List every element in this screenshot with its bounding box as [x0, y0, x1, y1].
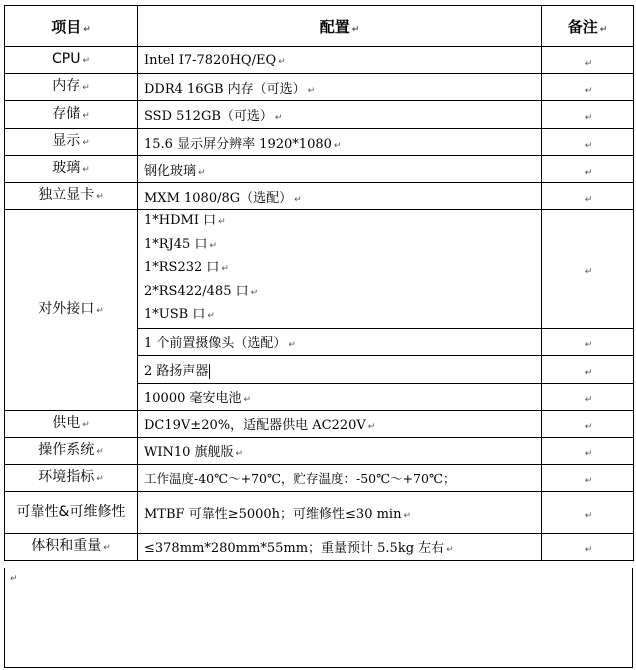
- config-cell: [138, 410, 542, 437]
- paragraph-mark: ↵: [82, 110, 90, 121]
- paragraph-mark: ↵: [209, 240, 217, 251]
- config-value: 10000 毫安电池: [144, 391, 242, 406]
- note-cell: [542, 437, 634, 464]
- note-cell: [542, 74, 634, 101]
- item-label: 内存: [52, 78, 81, 94]
- item-cell: [5, 533, 138, 560]
- paragraph-mark: ↵: [82, 419, 90, 430]
- config-cell: [138, 355, 542, 383]
- table-row-glass: [5, 156, 634, 183]
- config-value: MXM 1080/8G（选配）: [144, 190, 293, 206]
- header-config: 配置: [319, 17, 350, 36]
- config-cell: [138, 101, 542, 129]
- config-value: 1 个前置摄像头（选配）: [144, 336, 287, 351]
- paragraph-mark: ↵: [599, 24, 608, 35]
- item-label: 可靠性&可维修性: [16, 504, 126, 520]
- paragraph-mark: ↵: [584, 194, 593, 205]
- paragraph-mark: ↵: [278, 56, 286, 67]
- table-row-reliability: [5, 491, 634, 533]
- header-note-cell: [542, 6, 634, 47]
- config-cell: [138, 47, 542, 74]
- paragraph-mark: ↵: [584, 449, 593, 459]
- spec-table: [4, 5, 634, 561]
- header-config-cell: [138, 6, 542, 47]
- item-label: 供电: [52, 414, 81, 431]
- list-item: [144, 257, 541, 281]
- table-row-power: [5, 410, 634, 437]
- item-cell: [5, 410, 138, 437]
- paragraph-mark: ↵: [82, 56, 90, 66]
- table-row-size-weight: [5, 533, 634, 560]
- item-cell: [5, 156, 138, 183]
- paragraph-mark: ↵: [584, 395, 593, 405]
- item-cell: [5, 210, 138, 411]
- paragraph-mark: ↵: [10, 574, 18, 584]
- item-label: 操作系统: [38, 441, 95, 458]
- config-value: WIN10 旗舰版: [144, 445, 234, 460]
- note-cell: [542, 328, 634, 355]
- paragraph-mark: ↵: [584, 267, 593, 278]
- item-label: 存储: [52, 105, 81, 122]
- header-note: 备注: [567, 17, 598, 36]
- paragraph-mark: ↵: [584, 422, 593, 432]
- list-item: [144, 234, 541, 258]
- paragraph-mark: ↵: [584, 58, 593, 69]
- table-row-os: [5, 437, 634, 464]
- paragraph-mark: ↵: [584, 340, 593, 350]
- config-cell: [138, 383, 542, 410]
- config-cell: [138, 129, 542, 156]
- table-row-environment: [5, 464, 634, 491]
- table-row-storage: [5, 101, 634, 129]
- config-value: 15.6 显示屏分辨率 1920*1080: [144, 136, 332, 152]
- config-value: 工作温度-40℃～+70℃，贮存温度：-50℃～+70℃；: [144, 470, 456, 486]
- paragraph-mark: ↵: [250, 287, 259, 298]
- note-cell: [542, 47, 634, 74]
- paragraph-mark: ↵: [584, 545, 593, 555]
- paragraph-mark: ↵: [333, 140, 342, 151]
- config-value: ≤378mm*280mm*55mm；重量预计 5.5kg 左右: [144, 541, 445, 556]
- paragraph-mark: ↵: [584, 167, 593, 178]
- paragraph-mark: ↵: [243, 395, 252, 405]
- paragraph-mark: ↵: [274, 113, 283, 123]
- port-item: 1*USB 口: [144, 307, 206, 322]
- paragraph-mark: ↵: [221, 264, 229, 274]
- config-value: Intel I7-7820HQ/EQ: [144, 52, 277, 68]
- port-item: 2*RS422/485 口: [144, 283, 249, 299]
- item-cell: [5, 437, 138, 464]
- list-item: [144, 210, 541, 234]
- item-label: 环境指标: [38, 468, 95, 485]
- item-cell: [5, 491, 138, 533]
- item-cell: [5, 129, 138, 156]
- item-label: 显示: [52, 133, 81, 149]
- table-row-memory: [5, 74, 634, 101]
- table-row-gpu: [5, 183, 634, 210]
- paragraph-mark: ↵: [584, 476, 593, 486]
- item-label: 独立显卡: [38, 187, 95, 203]
- item-cell: [5, 74, 138, 101]
- paragraph-mark: ↵: [103, 542, 111, 553]
- config-value: SSD 512GB（可选）: [144, 109, 273, 124]
- note-cell: [542, 491, 634, 533]
- paragraph-mark: ↵: [83, 24, 91, 35]
- note-cell: [542, 210, 634, 329]
- config-value: DC19V±20%，适配器供电 AC220V: [144, 418, 366, 433]
- table-row-interfaces: [5, 210, 634, 329]
- note-cell: [542, 383, 634, 410]
- paragraph-mark: ↵: [96, 305, 104, 316]
- paragraph-mark: ↵: [82, 83, 90, 93]
- paragraph-mark: ↵: [584, 140, 593, 151]
- text-cursor: [209, 364, 210, 379]
- paragraph-mark: ↵: [198, 167, 206, 178]
- port-item: 1*HDMI 口: [144, 213, 217, 228]
- header-item-cell: [5, 6, 138, 47]
- config-value: 2 路扬声器: [144, 363, 209, 379]
- config-cell: [138, 74, 542, 101]
- note-cell: [542, 129, 634, 156]
- config-cell: [138, 437, 542, 464]
- paragraph-mark: ↵: [288, 340, 296, 350]
- config-cell-ports: [138, 210, 542, 329]
- config-cell: [138, 533, 542, 560]
- paragraph-mark: ↵: [96, 192, 104, 202]
- item-cell: [5, 183, 138, 210]
- paragraph-mark: ↵: [307, 85, 316, 96]
- paragraph-mark: ↵: [584, 85, 593, 96]
- item-cell: [5, 464, 138, 491]
- port-item: 1*RS232 口: [144, 260, 220, 275]
- port-item: 1*RJ45 口: [144, 236, 208, 252]
- note-cell: [542, 464, 634, 491]
- note-cell: [542, 156, 634, 183]
- paragraph-mark: ↵: [235, 449, 244, 459]
- header-item: 项目: [51, 17, 82, 36]
- config-cell: [138, 491, 542, 533]
- paragraph-mark: ↵: [82, 138, 90, 148]
- list-item: [144, 304, 541, 328]
- config-cell: [138, 464, 542, 491]
- paragraph-mark: ↵: [82, 165, 90, 175]
- table-header-row: [5, 6, 634, 47]
- paragraph-mark: ↵: [584, 510, 593, 521]
- config-cell: [138, 183, 542, 210]
- config-cell: [138, 156, 542, 183]
- paragraph-mark: ↵: [96, 473, 104, 484]
- item-label: 玻璃: [52, 160, 81, 176]
- paragraph-mark: ↵: [207, 311, 215, 321]
- config-value: DDR4 16GB 内存（可选）: [144, 81, 306, 97]
- item-label: CPU: [51, 51, 81, 67]
- table-row-cpu: [5, 47, 634, 74]
- item-cell: [5, 101, 138, 129]
- item-label: 对外接口: [38, 300, 95, 317]
- paragraph-mark: ↵: [584, 113, 593, 123]
- table-row-display: [5, 129, 634, 156]
- paragraph-mark: ↵: [403, 510, 412, 521]
- paragraph-mark: ↵: [584, 367, 593, 378]
- item-cell: [5, 47, 138, 74]
- config-value: 钢化玻璃: [144, 163, 197, 179]
- paragraph-mark: ↵: [446, 545, 454, 555]
- config-value: MTBF 可靠性≥5000h；可维修性≤30 min: [144, 506, 402, 522]
- paragraph-mark: ↵: [96, 446, 104, 457]
- paragraph-mark: ↵: [351, 24, 360, 35]
- note-cell: [542, 101, 634, 129]
- note-cell: [542, 533, 634, 560]
- item-label: 体积和重量: [31, 537, 102, 554]
- paragraph-mark: ↵: [367, 422, 376, 432]
- list-item: [144, 281, 541, 305]
- paragraph-mark: ↵: [294, 194, 302, 205]
- note-cell: [542, 355, 634, 383]
- note-cell: [542, 183, 634, 210]
- paragraph-mark: ↵: [218, 217, 226, 227]
- blank-area: [4, 568, 633, 668]
- config-cell: [138, 328, 542, 355]
- note-cell: [542, 410, 634, 437]
